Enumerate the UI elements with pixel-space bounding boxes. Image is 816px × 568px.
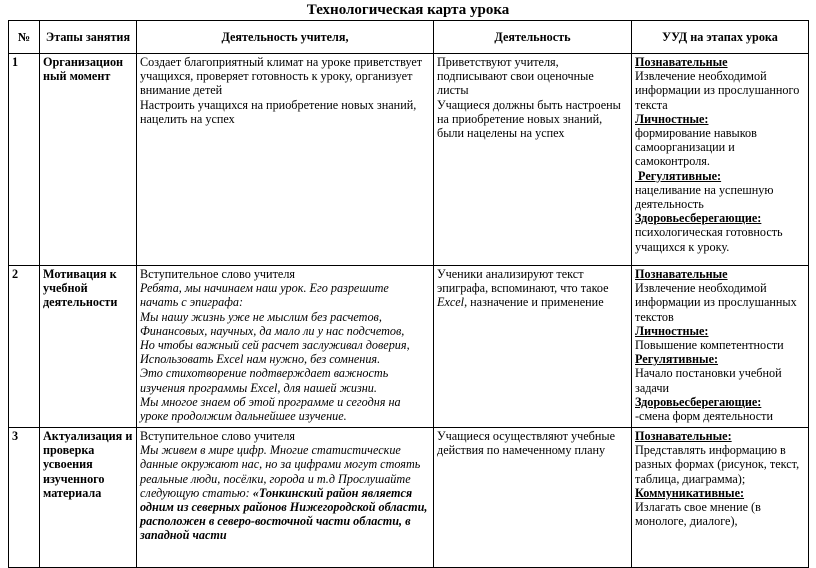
row-num: 1 bbox=[9, 54, 40, 266]
teacher-italic: Мы многое знаем об этой программе и сегодня на уроке продолжим дальнейшее изучение. bbox=[140, 394, 401, 424]
uud-text: психологическая готовность учащихся к уроку. bbox=[635, 225, 783, 254]
teacher-italic: Мы живем в мире цифр. Многие статистические данные окружают нас, но за цифрами могут стоять реальные люди, посёлки, города и т.д Прослушайте следующую статью: bbox=[140, 443, 421, 500]
uud-text: Начало постановки учебной задачи bbox=[635, 366, 782, 395]
row-teacher bbox=[137, 266, 434, 428]
table-row bbox=[9, 266, 809, 428]
teacher-text: Настроить учащихся на приобретение новых знаний, нацелить на успех bbox=[140, 97, 417, 126]
row-students bbox=[434, 54, 632, 266]
uud-text: формирование навыков самоорганизации и самоконтроля. bbox=[635, 126, 757, 169]
teacher-article: «Тонкинский район является одним из северных районов Нижегородской области, расположен в северо-восточной части области, в западной части bbox=[140, 485, 428, 543]
teacher-intro: Вступительное слово учителя bbox=[140, 267, 296, 281]
lesson-map-table bbox=[8, 20, 809, 568]
header-uud: УУД на этапах урока bbox=[632, 21, 809, 54]
students-text: Приветствуют учителя, подписывают свои оценочные листы bbox=[437, 55, 594, 98]
uud-heading: Здоровьесберегающие: bbox=[635, 394, 762, 409]
row-stage: Мотивация к учебной деятельности bbox=[40, 266, 137, 428]
header-teacher: Деятельность учителя, bbox=[137, 21, 434, 54]
epigraph-line: Мы нашу жизнь уже не мыслим без расчетов, bbox=[140, 309, 382, 324]
uud-heading: Здоровьесберегающие: bbox=[635, 211, 762, 226]
row-uud bbox=[632, 266, 809, 428]
page-title: Технологическая карта урока bbox=[306, 2, 510, 18]
uud-heading: Познавательные: bbox=[635, 429, 732, 443]
uud-text: Представлять информацию в разных формах (рисунок, текст, таблица, диаграмма); bbox=[635, 443, 800, 486]
header-students: Деятельность bbox=[434, 21, 632, 54]
row-num: 2 bbox=[9, 266, 40, 428]
epigraph-line: Использовать Excel нам нужно, без сомнения. bbox=[140, 352, 381, 367]
epigraph-line: Но чтобы важный сей расчет заслуживал доверия, bbox=[140, 338, 410, 353]
row-stage: Организацион ный момент bbox=[40, 54, 137, 266]
teacher-italic: Это стихотворение подтверждает важность изучения программы Excel, для нашей жизни. bbox=[140, 366, 389, 395]
teacher-italic: Ребята, мы начинаем наш урок. Его разрешите начать с эпиграфа: bbox=[140, 281, 389, 310]
header-num: № bbox=[9, 21, 40, 54]
students-text: Учащиеся должны быть настроены на приобретение новых знаний, были нацелены на успех bbox=[437, 97, 621, 141]
header-stage: Этапы занятия bbox=[40, 21, 137, 54]
students-text: , назначение и применение bbox=[464, 295, 604, 310]
uud-text: Извлечение необходимой информации из прослушанного текста bbox=[635, 69, 800, 112]
uud-heading: Познавательные bbox=[635, 55, 728, 69]
table-row bbox=[9, 54, 809, 266]
row-uud bbox=[632, 54, 809, 266]
row-teacher bbox=[137, 54, 434, 266]
epigraph-line: Финансовых, научных, да мало ли у нас подсчетов, bbox=[140, 323, 405, 338]
uud-text: Излагать свое мнение (в монологе, диалоге), bbox=[635, 500, 761, 529]
teacher-text: Создает благоприятный климат на уроке приветствует учащихся, проверяет готовность к уроку, организует внимание детей bbox=[140, 55, 423, 98]
row-stage: Актуализация и проверка усвоения изученного материала bbox=[40, 428, 137, 568]
uud-heading: Познавательные bbox=[635, 267, 728, 281]
uud-text: Извлечение необходимой информации из прослушанных текстов bbox=[635, 281, 797, 324]
students-excel: Excel bbox=[437, 295, 465, 310]
row-students bbox=[434, 266, 632, 428]
row-uud bbox=[632, 428, 809, 568]
uud-heading: Регулятивные: bbox=[635, 168, 722, 183]
row-teacher bbox=[137, 428, 434, 568]
uud-heading: Личностные: bbox=[635, 323, 709, 338]
uud-text: -смена форм деятельности bbox=[635, 409, 773, 424]
table-row bbox=[9, 428, 809, 568]
uud-text: нацеливание на успешную деятельность bbox=[635, 182, 774, 212]
teacher-intro: Вступительное слово учителя bbox=[140, 429, 296, 443]
students-text: Ученики анализируют текст эпиграфа, вспоминают, что такое bbox=[437, 267, 609, 296]
uud-heading: Регулятивные: bbox=[635, 352, 719, 367]
table-header-row bbox=[9, 21, 809, 54]
uud-text: Повышение компетентности bbox=[635, 338, 784, 353]
uud-heading: Коммуникативные: bbox=[635, 485, 745, 500]
row-num: 3 bbox=[9, 428, 40, 568]
uud-heading: Личностные: bbox=[635, 111, 709, 126]
row-students: Учащиеся осуществляют учебные действия по намеченному плану bbox=[434, 428, 632, 568]
